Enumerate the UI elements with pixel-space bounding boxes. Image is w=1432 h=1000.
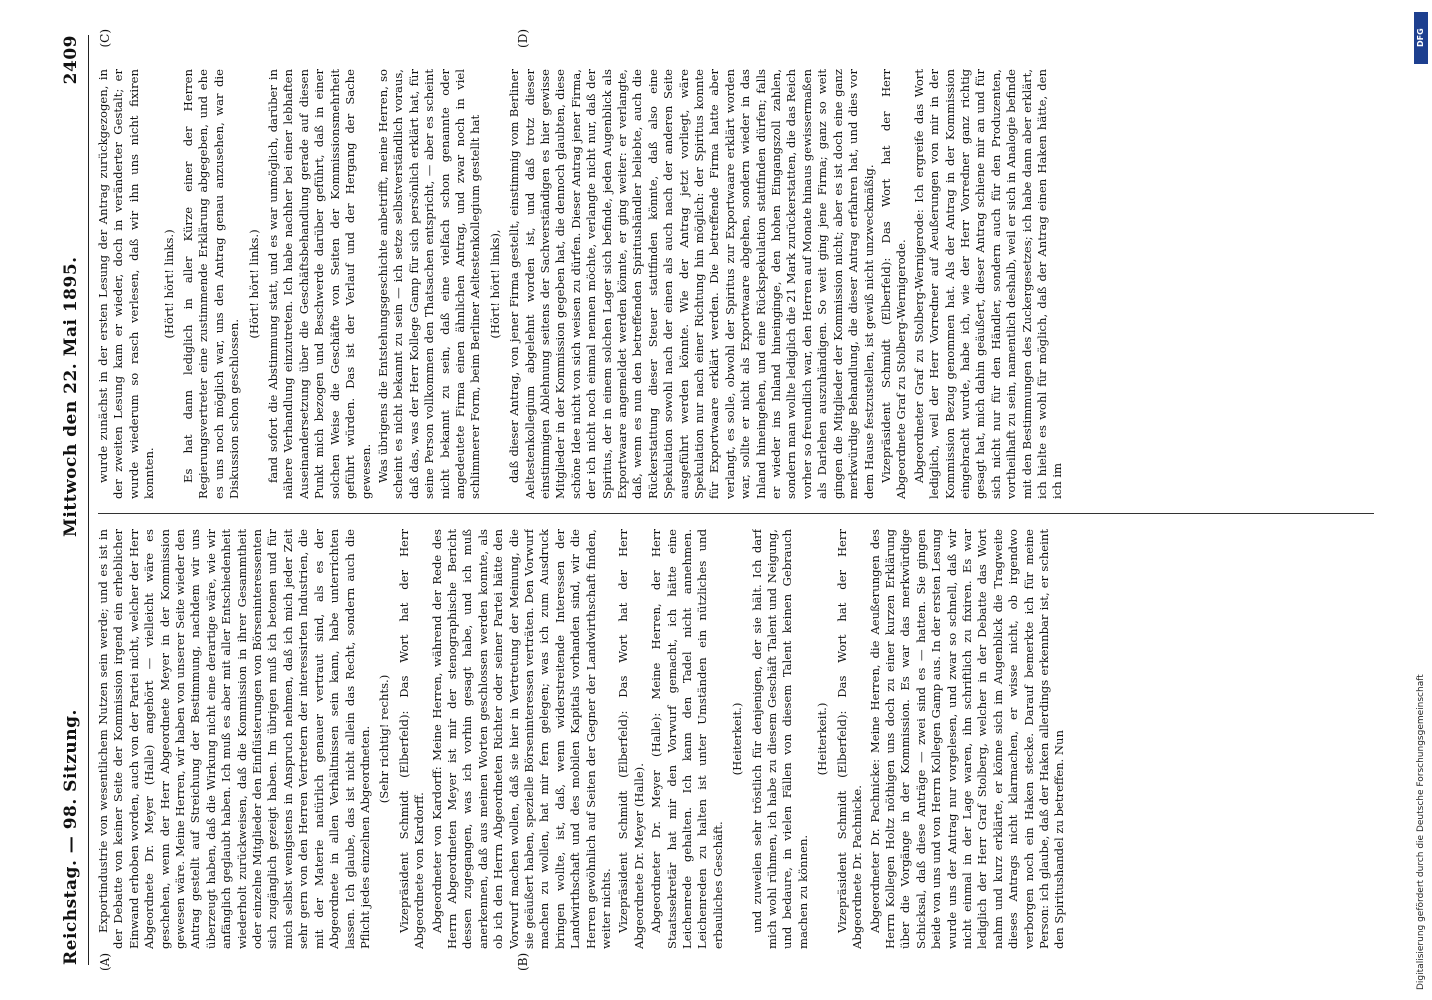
scanned-page: [46, 25, 1386, 975]
margin-marker-d: (D): [516, 29, 530, 48]
speaker-paragraph: Vizepräsident Schmidt (Elberfeld): Das Wort hat der Herr Abgeordnete von Kardorff.: [396, 529, 427, 949]
speaker-paragraph: Vizepräsident Schmidt (Elberfeld): Das Wort hat der Herr Abgeordnete Dr. Meyer (Halle).: [616, 529, 646, 949]
paragraph: Exportindustrie von wesentlichem Nutzen sein werde; und es ist in der Debatte von keiner Seite der Kommission irgend ein erheblicher Einwand erhoben worden, auch von der Partei nicht, welcher der Herr Abgeordnete Dr. Meyer (Halle) angehört — vielleicht wäre es geschehen, wenn der Herr Abgeordnete Meyer in der Kommission gewesen wäre. Meine Herren, wir haben von unserer Seite wieder den Antrag gestellt auf Streichung der Bestimmung, nachdem wir uns überzeugt haben, daß die Wirkung nicht eine derartige wäre, wie wir anfänglich geglaubt haben. Ich muß es aber mit aller Entschiedenheit wiederholt zurückweisen, daß die Kommission in ihrer Gesammtheit oder einzelne Mitglieder den Einflüsterungen von Börseninteressenten sich zugänglich gezeigt haben. Im übrigen muß ich betonen und für mich selbst wenigstens in Anspruch nehmen, daß ich mich jeder Zeit sehr gern von den Herren Vertretern der interessirten Industrien, die mit der Materie natürlich genauer vertraut sind, als es der Abgeordnete in allen Verhältnissen sein kann, habe unterrichten lassen. Ich glaube, das ist nicht allein das Recht, sondern auch die Pflicht jedes einzelnen Abgeordneten.: [96, 529, 372, 949]
header-left: Reichstag. — 98. Sitzung.: [61, 709, 81, 965]
margin-marker-a: (A): [98, 952, 112, 971]
interjection: (Sehr richtig! rechts.): [377, 674, 392, 804]
dfg-credit-text: Digitalisierung gefördert durch die Deutsche Forschungsgemeinschaft: [1416, 674, 1426, 990]
speaker-paragraph: Abgeordneter Graf zu Stolberg-Wernigerode: Ich ergreife das Wort lediglich, weil der Herr Vorredner auf Aeußerungen von mir in der Kommission Bezug genommen hat. Als der Antrag in der Kommission eingebracht wurde, habe ich, wie der Herr Vorredner ganz richtig gesagt hat, mich dahin geäußert, dieser Antrag schiene mir an und für sich nicht nur für den Händler, sondern auch für den Produzenten, vortheilhaft zu sein, namentlich deshalb, weil er sich in Analogie befinde mit den Bestimmungen des Zuckergesetzes; ich habe dann aber erklärt, ich hielte es wohl für möglich, daß der Antrag einen Haken hätte, den ich im: [911, 69, 1065, 499]
speaker-paragraph: Abgeordneter von Kardorff: Meine Herren, während der Rede des Herrn Abgeordneten Meyer ist mir der stenographische Bericht dessen zugegangen, was ich vorhin gesagt habe, und ich muß anerkennen, daß aus meinen Worten geschlossen werden konnte, als ob ich den Herrn Abgeordneten Richter oder seiner Partei hätte den Vorwurf machen wollen, daß sie hier in Vertretung der Meinung, die sie geäußert haben, spezielle Börseninteressen verträten. Den Vorwurf machen zu wollen, hat mir fern gelegen; was ich zum Ausdruck bringen wollte, ist, daß, wenn widerstreitende Interessen der Landwirthschaft und des mobilen Kapitals vorhanden sind, wir die Herren gewöhnlich auf Seiten der Gegner der Landwirthschaft finden, weiter nichts.: [429, 529, 613, 949]
paragraph: daß dieser Antrag, von jener Firma gestellt, einstimmig vom Berliner Aeltestenkollegium abgelehnt worden ist, und daß trotz dieser einstimmigen Ablehnung seitens der Sachverständigen es hier gewisse Mitglieder in der Kommission gegeben hat, die dennoch glaubten, diese schöne Idee nicht von sich weisen zu dürfen. Dieser Antrag jener Firma, der ich nicht noch einmal nennen möchte, verlangte nicht nur, daß der Spiritus, der in einem solchen Lager sich befinde, jeden Augenblick als Exportwaare angemeldet werden könnte, er ging weiter: er verlangte, daß, wenn es nun den betreffenden Spiritushändler beliebte, auch die Rückerstattung dieser Steuer stattfinden könnte, daß also eine Spekulation sowohl nach der einen als auch nach der anderen Seite ausgeführt werden könnte. Wie der Antrag jetzt vorliegt, wäre Spekulation nur nach einer Richtung hin möglich: der Spiritus konnte für Exportwaare erklärt werden. Die betreffende Firma hatte aber verlangt, es solle, obwohl der Spiritus zur Exportwaare erklärt worden war, sollte er nicht als Exportwaare abgehen, sondern wieder in das Inland hineingehen, und eine Rückspekulation stattfinden dürfen; falls er wieder ins Inland hineinginge, den hohen Eingangszoll zahlen, sondern man wollte lediglich die 21 Mark zurückerstatten, die das Reich vorher so freundlich war, den Herren auf Monate hinaus gewissermaßen als Darlehen auszuhändigen. So weit ging jene Firma; ganz so weit gingen die Mitglieder der Kommission nicht; aber es ist doch eine ganz merkwürdige Behandlung, die dieser Antrag erfahren hat, und dies vor dem Hause festzustellen, ist gewiß nicht unzweckmäßig.: [507, 69, 876, 499]
interjection: (Hört! hört! links),: [487, 229, 502, 339]
paragraph: Es hat dann lediglich in aller Kürze einer der Herren Regierungsvertreter eine zustimmende Erklärung abgegeben, und ehe es uns noch möglich war, uns den Antrag genau anzusehen, war die Diskussion schon geschlossen.: [181, 69, 242, 499]
column-divider: [98, 513, 1374, 514]
header-date: Mittwoch den 22. Mai 1895.: [61, 256, 81, 537]
dfg-logo: DFG: [1414, 12, 1428, 64]
dfg-credit: [1412, 6, 1430, 994]
right-column: [96, 69, 1376, 499]
paragraph: und zuweilen sehr tröstlich für denjenigen, der sie hält. Ich darf mich wohl rühmen, ich habe zu diesem Geschäft Talent und Neigung, und bedaure, in vielen Fällen von diesem Talent keinen Gebrauch machen zu können.: [749, 529, 810, 949]
margin-marker-b: (B): [516, 952, 530, 971]
left-column: [96, 529, 1376, 949]
interjection: (Hört! hört! links.): [161, 229, 176, 339]
speaker-paragraph: Abgeordneter Dr. Pachnicke: Meine Herren, die Aeußerungen des Herrn Kollegen Holtz nöthigen uns doch zu einer kurzen Erklärung über die Vorgänge in der Kommission. Es war das merkwürdige Schicksal, daß diese Anträge — zwei sind es — hatten. Sie gingen beide von uns und von Herrn Kollegen Gamp aus. In der ersten Lesung wurde uns der Antrag nur vorgelesen, und zwar so schnell, daß wir nicht einmal in der Lage waren, ihn schriftlich zu fixiren. Es war lediglich der Herr Graf Stolberg, welcher in der Debatte das Wort nahm und kurz erklärte, er könne sich im Augenblick die Tragweite dieses Antrags nicht klarmachen, er wisse nicht, ob irgendwo verborgen noch ein Haken stecke. Darauf bemerkte ich für meine Person: ich glaube, daß der Haken allerdings erkennbar ist, er scheint den Spiritushandel zu betreffen. Nun: [867, 529, 1067, 949]
speaker-paragraph: Vizepräsident Schmidt (Elberfeld): Das Wort hat der Herr Abgeordnete Dr. Pachnicke.: [834, 529, 865, 949]
speaker-paragraph: Vizepräsident Schmidt (Elberfeld): Das Wort hat der Herr Abgeordnete Graf zu Stolberg-Wernigerode.: [878, 69, 909, 499]
paragraph: fand sofort die Abstimmung statt, und es war unmöglich, darüber in nähere Verhandlung einzutreten. Ich habe nachher bei einer lebhaften Auseinandersetzung über die Geschäftsbehandlung gerade auf diesen Punkt mich bezogen und Beschwerde darüber geführt, daß in einer solchen Weise die Geschäfte von Seiten der Kommissionsmehrheit geführt würden. Das ist der Verlauf und der Hergang der Sache gewesen.: [266, 69, 373, 499]
paragraph: wurde zunächst in der ersten Lesung der Antrag zurückgezogen, in der zweiten Lesung kam er wieder, doch in veränderter Gestalt; er wurde wiederum so rasch verlesen, daß wir ihn uns nicht fixiren konnten.: [96, 69, 157, 499]
interjection: (Heiterkeit.): [730, 702, 745, 776]
interjection: (Heiterkeit.): [815, 702, 830, 776]
paragraph: Was übrigens die Entstehungsgeschichte anbetrifft, meine Herren, so scheint es nicht bekannt zu sein — ich setze selbstverständlich voraus, daß das, was der Herr Kollege Gamp für sich persönlich erklärt hat, für seine Person vollkommen den Thatsachen entspricht, — aber es scheint nicht bekannt zu sein, daß eine vielfach schon genannte oder angedeutete Firma einen ähnlichen Antrag, und zwar noch in viel schlimmerer Form, beim Berliner Aeltestenkollegium gestellt hat: [375, 69, 483, 499]
page-header: [54, 35, 89, 965]
margin-marker-c: (C): [98, 29, 112, 48]
interjection: (Hört! hört! links.): [246, 229, 261, 339]
page-number: 2409: [61, 35, 81, 85]
speaker-paragraph: Abgeordneter Dr. Meyer (Halle): Meine Herren, der Herr Staatssekretär hat mir den Vorwurf gemacht, ich hätte eine Leichenrede gehalten. Ich kann den Tadel nicht annehmen. Leichenreden zu halten ist unter Umständen ein nützliches und erbauliches Geschäft.: [649, 529, 725, 949]
